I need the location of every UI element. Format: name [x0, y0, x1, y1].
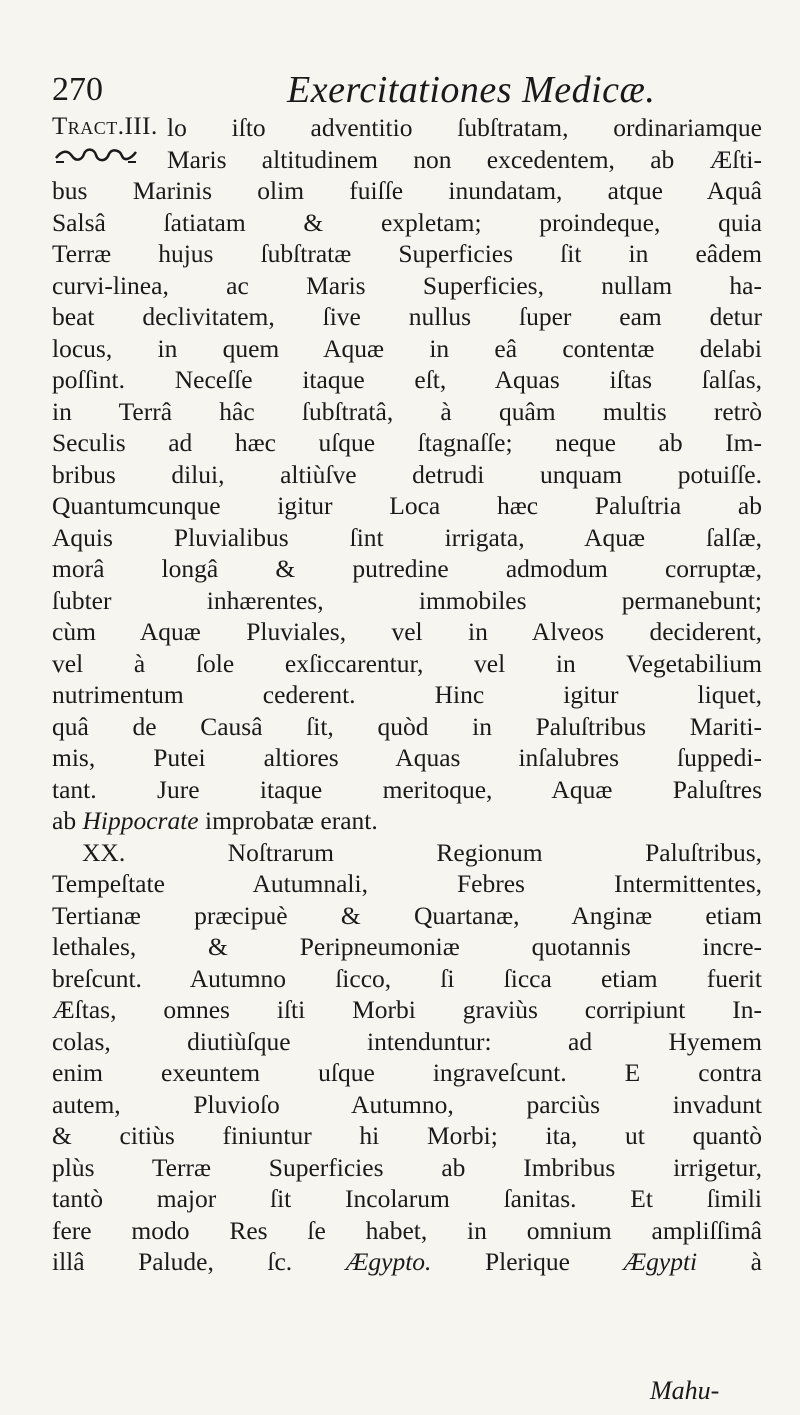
text-segment: improbatæ erant. — [198, 806, 378, 835]
text-line: cùm Aquæ Pluviales, vel in Alveos deciderent, — [52, 617, 762, 646]
text-line: autem, Pluvioſo Autumno, parciùs invadunt — [52, 1089, 762, 1119]
text-line: Terræ hujus ſubſtratæ Superficies ſit in eâdem — [52, 239, 762, 268]
text-line: vel à ſole exſiccarentur, vel in Vegetabilium — [52, 648, 762, 678]
text-line: lethales, & Peripneumoniæ quotannis incre- — [52, 932, 762, 961]
text-segment: Plerique — [431, 1247, 624, 1276]
text-line: tant. Jure itaque meritoque, Aquæ Paluſtres — [52, 774, 762, 804]
text-line: fere modo Res ſe habet, in omnium ampliſſimâ — [52, 1215, 762, 1245]
text-line: Aquis Pluvialibus ſint irrigata, Aquæ ſalſæ, — [52, 522, 762, 552]
text-line: mis, Putei altiores Aquas inſalubres ſuppedi- — [52, 743, 762, 772]
text-line: tantò major ſit Incolarum ſanitas. Et ſimili — [52, 1184, 762, 1213]
text-line-aegypto — [52, 1246, 762, 1278]
text-line: bribus dilui, altiùſve detrudi unquam potuiſſe. — [52, 459, 762, 489]
place-name-italic: Ægypto. — [345, 1247, 432, 1276]
text-line: beat declivitatem, ſive nullus ſuper eam detur — [52, 302, 762, 331]
catchword: Mahu- — [650, 1376, 720, 1405]
text-line: Tempeſtate Autumnali, Febres Intermittentes, — [52, 869, 762, 898]
text-line: Seculis ad hæc uſque ſtagnaſſe; neque ab Im- — [52, 428, 762, 457]
tract-label: Tract.III. — [52, 113, 158, 140]
text-segment: ab — [52, 806, 83, 835]
text-line: breſcunt. Autumno ſicco, ſi ſicca etiam fuerit — [52, 963, 762, 993]
text-line: poſſint. Neceſſe itaque eſt, Aquas iſtas ſalſas, — [52, 365, 762, 394]
text-line: colas, diutiùſque intenduntur: ad Hyemem — [52, 1026, 762, 1056]
text-line: bus Marinis olim fuiſſe inundatam, atque Aquâ — [52, 176, 762, 205]
text-line: nutrimentum cederent. Hinc igitur liquet, — [52, 680, 762, 709]
text-line: & citiùs finiuntur hi Morbi; ita, ut quantò — [52, 1121, 762, 1150]
place-name-italic: Ægypti — [623, 1247, 698, 1276]
text-line: curvi-linea, ac Maris Superficies, nullam ha- — [52, 270, 762, 300]
text-line: ſubter inhærentes, immobiles permanebunt; — [52, 585, 762, 615]
text-line: Quantumcunque igitur Loca hæc Paluſtria ab — [52, 491, 762, 520]
text-line: quâ de Causâ ſit, quòd in Paluſtribus Mariti- — [52, 711, 762, 741]
text-line: Maris altitudinem non excedentem, ab Æſti- — [167, 144, 762, 174]
text-line-hippocrates — [52, 805, 762, 837]
text-line: lo iſto adventitio ſubſtratam, ordinariamque — [167, 113, 762, 142]
main-text — [52, 112, 762, 1278]
text-line: locus, in quem Aquæ in eâ contentæ delabi — [52, 333, 762, 363]
text-line: in Terrâ hâc ſubſtratâ, à quâm multis retrò — [52, 396, 762, 426]
text-segment: illâ Palude, ſc. — [52, 1247, 346, 1276]
text-line: Æſtas, omnes iſti Morbi graviùs corripiunt In- — [52, 995, 762, 1024]
text-segment: à — [697, 1247, 762, 1276]
text-line: Tertianæ præcipuè & Quartanæ, Anginæ etiam — [52, 900, 762, 930]
text-line: morâ longâ & putredine admodum corruptæ, — [52, 554, 762, 583]
text-line: Salsâ ſatiatam & expletam; proindeque, quia — [52, 207, 762, 237]
author-name-italic: Hippocrate — [82, 806, 199, 835]
section-xx-start: XX. Noſtrarum Regionum Paluſtribus, — [82, 837, 762, 867]
text-line: enim exeuntem uſque ingraveſcunt. E contra — [52, 1058, 762, 1087]
text-line: plùs Terræ Superficies ab Imbribus irrigetur, — [52, 1152, 762, 1182]
running-title: Exercitationes Medicæ. — [287, 69, 656, 111]
page-number: 270 — [52, 71, 103, 108]
